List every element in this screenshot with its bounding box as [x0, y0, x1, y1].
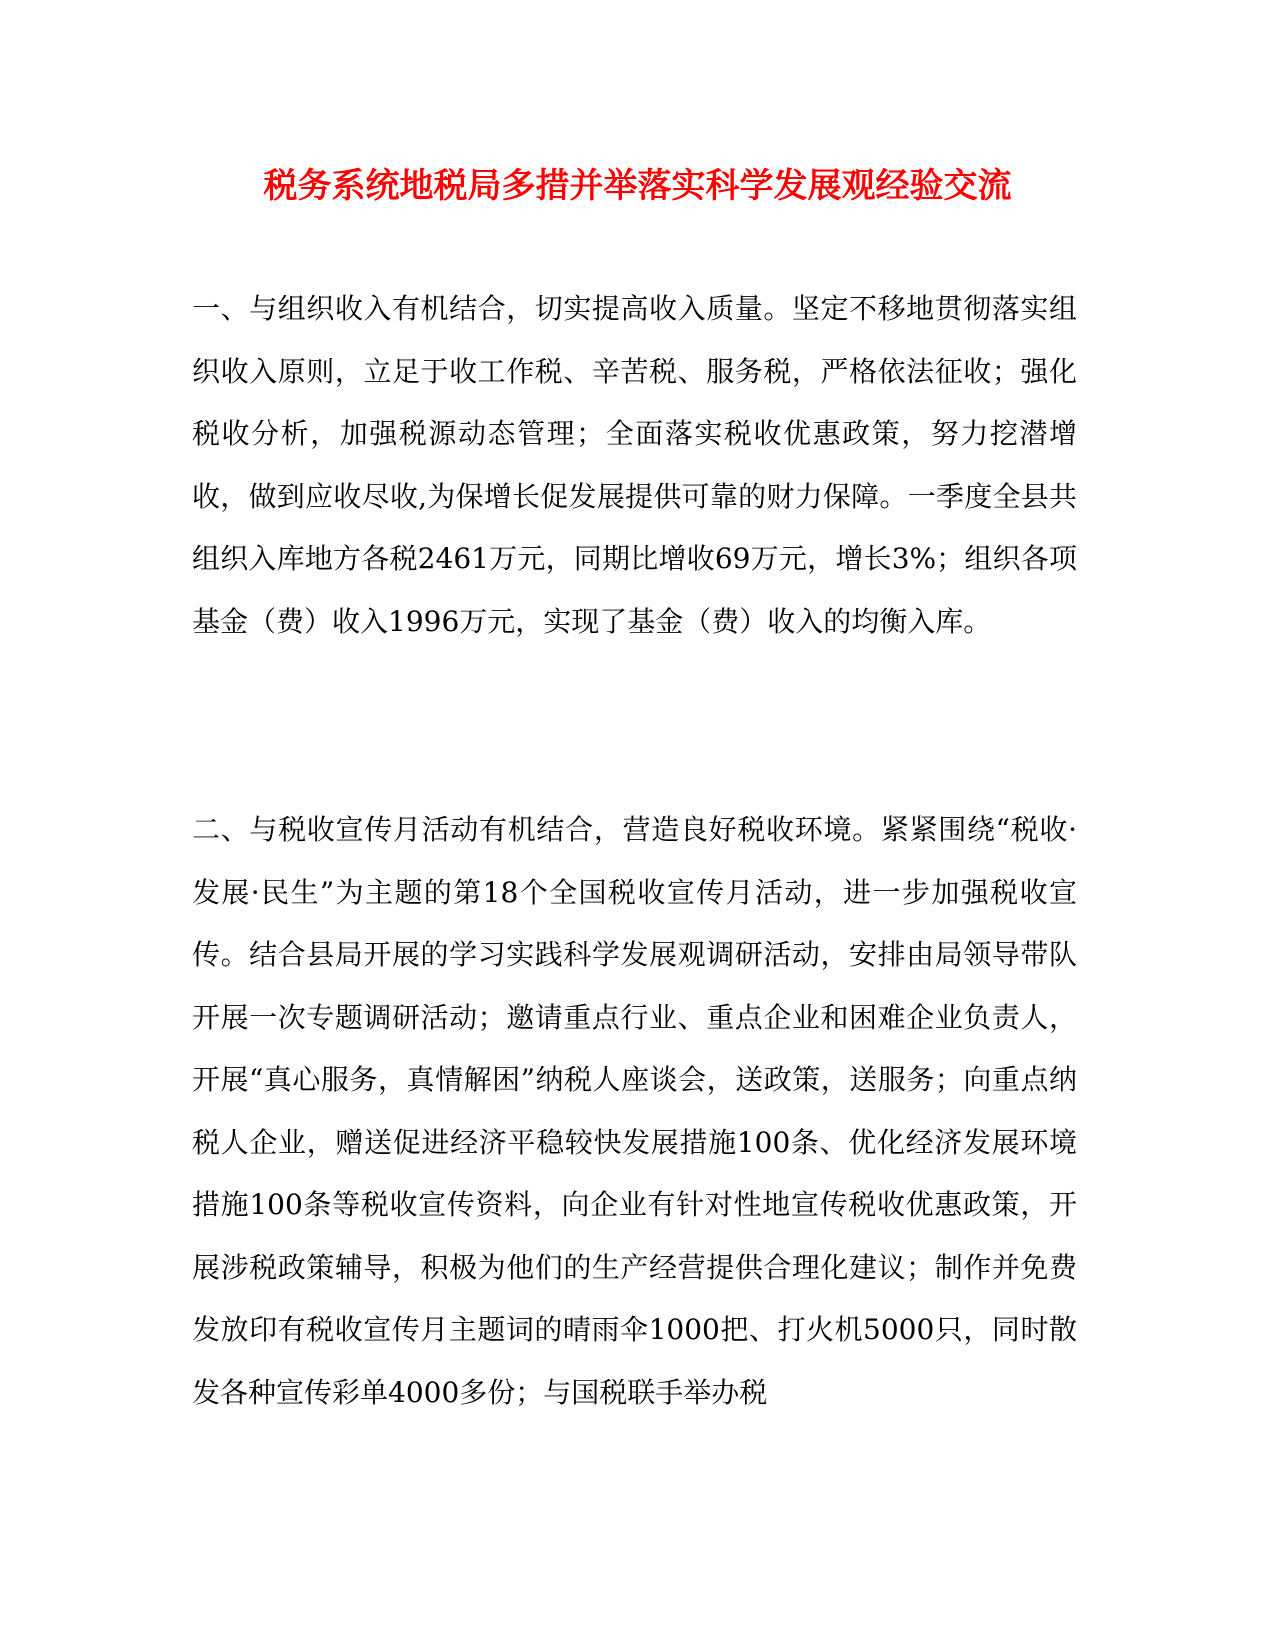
paragraph-tax-publicity: 二、与税收宣传月活动有机结合，营造良好税收环境。紧紧围绕“税收·发展·民生”为主题的第18个全国税收宣传月活动，进一步加强税收宣传。结合县局开展的学习实践科学发展观调研活动，安排由局领导带队开展一次专题调研活动；邀请重点行业、重点企业和困难企业负责人，开展“真心服务，真情解困”纳税人座谈会，送政策，送服务；向重点纳税人企业，赠送促进经济平稳较快发展措施100条、优化经济发展环境措施100条等税收宣传资料，向企业有针对性地宣传税收优惠政策，开展涉税政策辅导，积极为他们的生产经营提供合理化建议；制作并免费发放印有税收宣传月主题词的晴雨伞1000把、打火机5000只，同时散发各种宣传彩单4000多份；与国税联手举办税: [192, 813, 1077, 1409]
document-title: 税务系统地税局多措并举落实科学发展观经验交流: [263, 166, 1012, 206]
paragraph-income-quality: 一、与组织收入有机结合，切实提高收入质量。坚定不移地贯彻落实组织收入原则，立足于收工作税、辛苦税、服务税，严格依法征收；强化税收分析，加强税源动态管理；全面落实税收优惠政策，努力挖潜增收，做到应收尽收,为保增长促发展提供可靠的财力保障。一季度全县共组织入库地方各税2461万元，同期比增收69万元，增长3%；组织各项基金（费）收入1996万元，实现了基金（费）收入的均衡入库。: [192, 292, 1077, 638]
